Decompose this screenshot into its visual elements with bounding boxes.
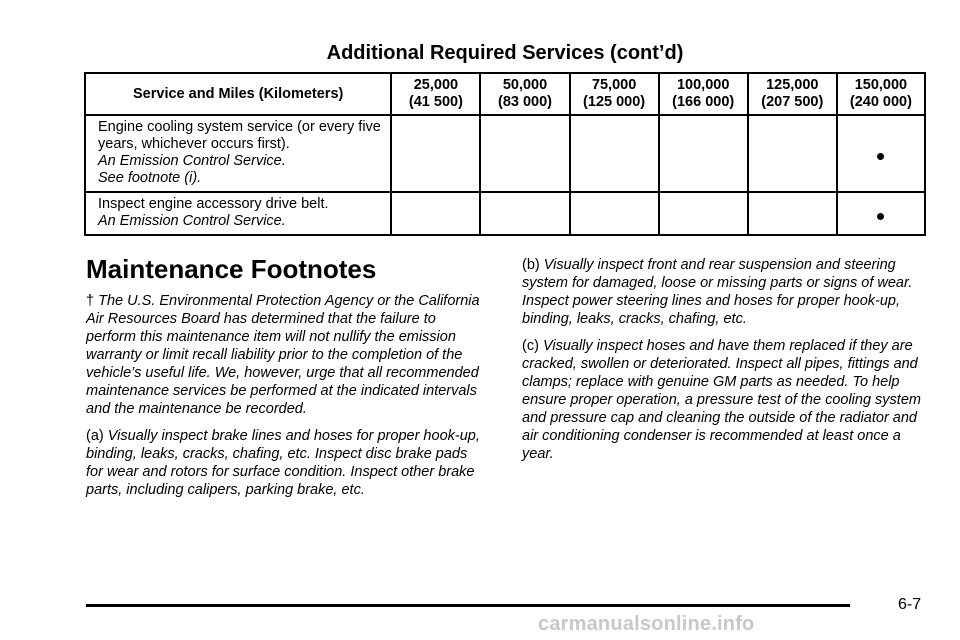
footnote-reference: See footnote (i). bbox=[98, 170, 202, 186]
footnote-c: (c) Visually inspect hoses and have them replaced if they are cracked, swollen or deteriorated. Inspect all pipes, fittings and clamps; replace with genuine GM parts as needed. To help ensure proper operation, a pressure test of the cooling system and pressure cap and cleaning the outside of the radiator and air conditioning condenser is recommended at least once a year. bbox=[522, 338, 921, 462]
footnote-b: (b) Visually inspect front and rear suspension and steering system for damaged, loose or missing parts or signs of wear. Inspect power steering lines and hoses for proper hook-up, binding, leaks, cracks, chafing, etc. bbox=[522, 257, 913, 327]
header-interval-150000: 150,000 (240 000) bbox=[837, 73, 925, 115]
header-interval-50000: 50,000 (83 000) bbox=[480, 73, 569, 115]
interval-cell bbox=[659, 192, 748, 235]
header-interval-75000: 75,000 (125 000) bbox=[570, 73, 659, 115]
maintenance-schedule-table bbox=[84, 72, 926, 236]
interval-cell bbox=[659, 115, 748, 192]
header-interval-100000: 100,000 (166 000) bbox=[659, 73, 748, 115]
interval-cell bbox=[837, 115, 925, 192]
header-interval-25000: 25,000 (41 500) bbox=[391, 73, 480, 115]
maintenance-footnotes-heading: Maintenance Footnotes bbox=[86, 254, 377, 284]
service-description-cell bbox=[85, 192, 391, 235]
footnotes-left-column bbox=[86, 292, 488, 508]
service-due-mark bbox=[877, 213, 884, 220]
interval-cell bbox=[480, 115, 569, 192]
page-number: 6-7 bbox=[898, 596, 922, 613]
interval-cell bbox=[570, 115, 659, 192]
footnotes-right-column bbox=[522, 256, 922, 472]
interval-cell bbox=[748, 192, 837, 235]
interval-cell bbox=[837, 192, 925, 235]
footer-rule bbox=[86, 604, 850, 607]
interval-cell bbox=[748, 115, 837, 192]
footnote-dagger: † The U.S. Environmental Protection Agency or the California Air Resources Board has determined that the failure to perform this maintenance item will not nullify the emission warranty or limit recall liability prior to the completion of the vehicle’s useful life. We, however, urge that all recommended maintenance services be performed at the indicated intervals and the maintenance be recorded. bbox=[86, 293, 480, 417]
footnote-a: (a) Visually inspect brake lines and hoses for proper hook-up, binding, leaks, cracks, chafing, etc. Inspect disc brake pads for wear and rotors for surface condition. Inspect other brake parts, including calipers, parking brake, etc. bbox=[86, 428, 480, 498]
emission-note: An Emission Control Service. bbox=[98, 213, 286, 229]
table-row bbox=[85, 192, 925, 235]
table-row bbox=[85, 115, 925, 192]
service-text: Inspect engine accessory drive belt. bbox=[98, 196, 329, 212]
service-due-mark bbox=[877, 153, 884, 160]
section-title: Additional Required Services (cont’d) bbox=[326, 42, 684, 64]
interval-cell bbox=[391, 192, 480, 235]
interval-cell bbox=[391, 115, 480, 192]
service-description-cell bbox=[85, 115, 391, 192]
watermark: carmanualsonline.info bbox=[538, 613, 755, 635]
emission-note: An Emission Control Service. bbox=[98, 153, 286, 169]
interval-cell bbox=[480, 192, 569, 235]
service-text: Engine cooling system service (or every five years, whichever occurs first). bbox=[98, 119, 381, 152]
header-service-miles: Service and Miles (Kilometers) bbox=[85, 73, 391, 115]
table-header-row bbox=[85, 73, 925, 115]
interval-cell bbox=[570, 192, 659, 235]
header-interval-125000: 125,000 (207 500) bbox=[748, 73, 837, 115]
